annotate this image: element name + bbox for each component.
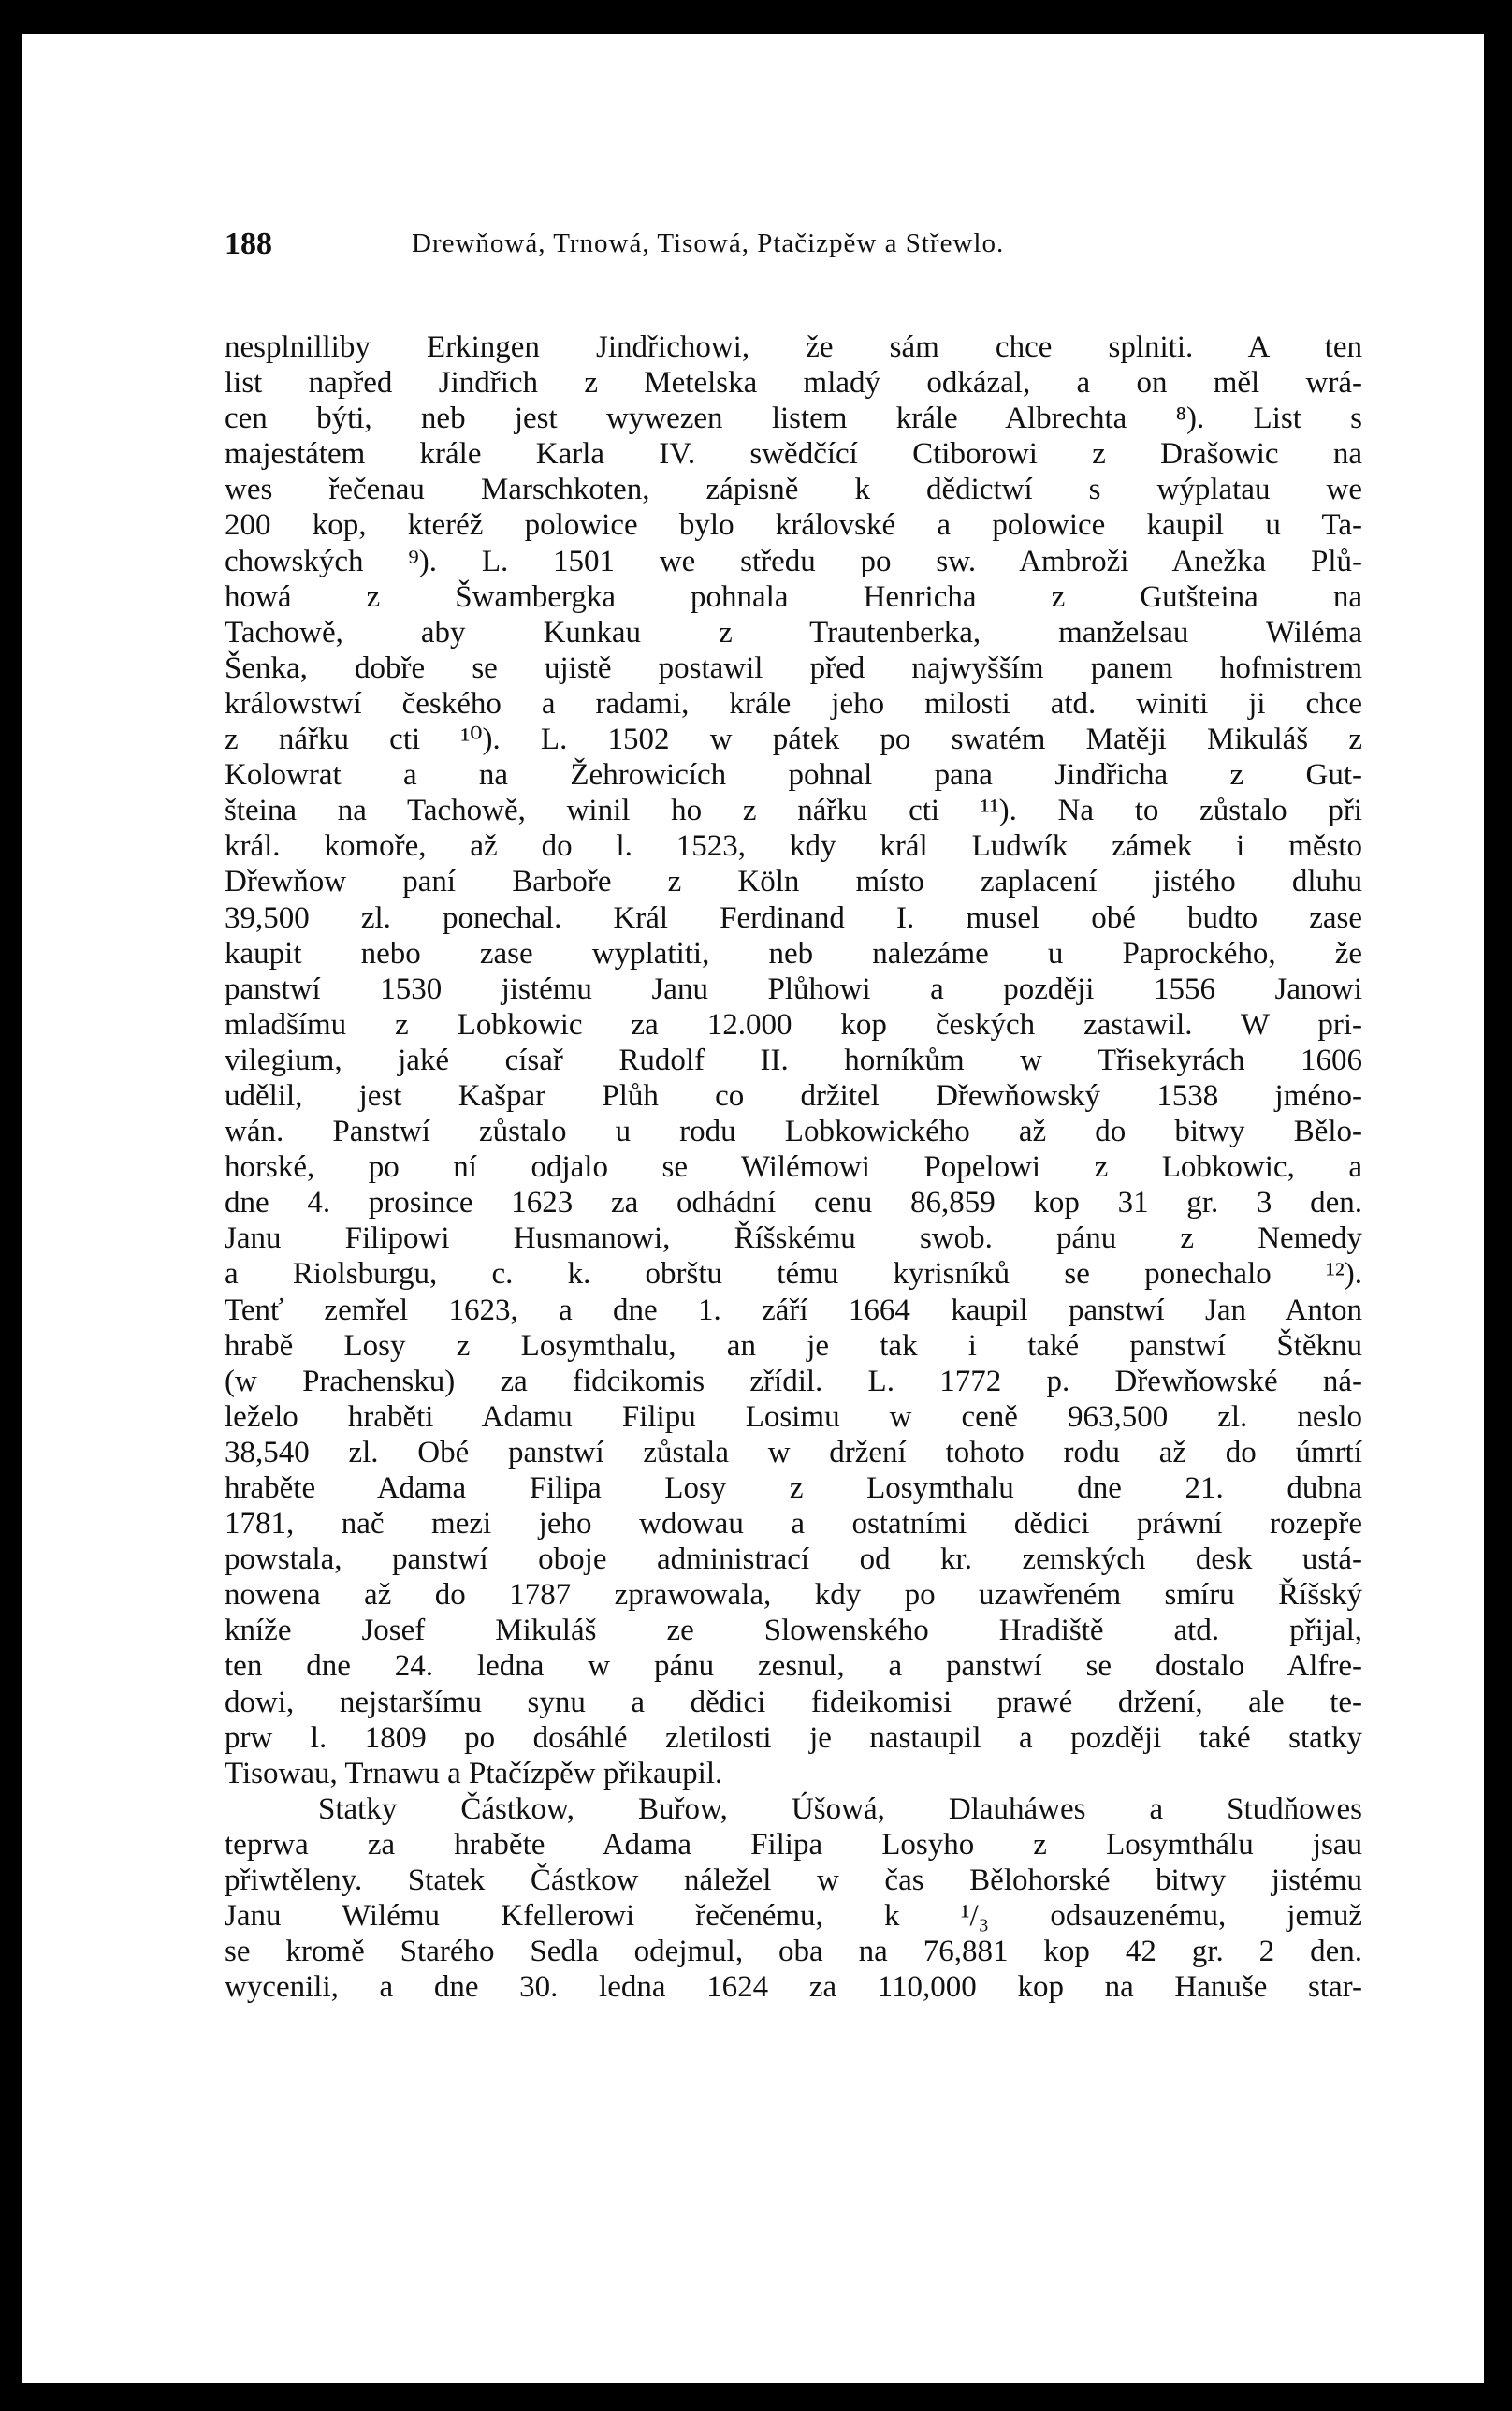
text-line: z nářku cti ¹⁰). L. 1502 w pátek po swatém Matěji Mikuláš z (225, 723, 1362, 757)
text-line: nowena až do 1787 zprawowala, kdy po uzawřeném smíru Říšský (225, 1578, 1362, 1613)
text-line: přiwtěleny. Statek Částkow náležel w čas Bělohorské bitwy jistému (225, 1863, 1362, 1898)
text-line: šteina na Tachowě, winil ho z nářku cti ¹¹). Na to zůstalo při (225, 794, 1362, 828)
text-line: Janu Filipowi Husmanowi, Říšskému swob. pánu z Nemedy (225, 1221, 1362, 1256)
text-line: powstala, panstwí oboje administrací od kr. zemských desk ustá- (225, 1542, 1362, 1577)
text-line: dowi, nejstaršímu synu a dědici fideikomisi prawé držení, ale te- (225, 1685, 1362, 1719)
text-line: Šenka, dobře se ujistě postawil před najwyšším panem hofmistrem (225, 650, 1362, 685)
body-text (225, 329, 1362, 2005)
text-line: Kolowrat a na Žehrowicích pohnal pana Jindřicha z Gut- (225, 758, 1362, 793)
text-line: 39,500 zl. ponechal. Král Ferdinand I. musel obé budto zase (225, 900, 1362, 935)
text-line: hraběte Adama Filipa Losy z Losymthalu dne 21. dubna (225, 1471, 1362, 1505)
text-line: list napřed Jindřich z Metelska mladý odkázal, a on měl wrá- (225, 366, 1362, 401)
text-line: wycenili, a dne 30. ledna 1624 za 110,000 kop na Hanuše star- (225, 1970, 1362, 2005)
text-line: majestátem krále Karla IV. swědčící Ctiborowi z Drašowic na (225, 437, 1362, 472)
text-line: Tenť zemřel 1623, a dne 1. září 1664 kaupil panstwí Jan Anton (225, 1293, 1362, 1327)
text-line: prw l. 1809 po dosáhlé zletilosti je nastaupil a později také statky (225, 1720, 1362, 1755)
text-line: a Riolsburgu, c. k. obrštu tému kyrisníků se ponechalo ¹²). (225, 1257, 1362, 1292)
book-page (22, 34, 1484, 2383)
text-line: udělil, jest Kašpar Plůh co držitel Dřewňowský 1538 jméno- (225, 1078, 1362, 1113)
text-line: howá z Šwambergka pohnala Henricha z Gutšteina na (225, 579, 1362, 614)
text-line: hrabě Losy z Losymthalu, an je tak i také panstwí Štěknu (225, 1328, 1362, 1363)
text-line: se kromě Starého Sedla odejmul, oba na 76,881 kop 42 gr. 2 den. (225, 1935, 1362, 1969)
text-line: mladšímu z Lobkowic za 12.000 kop českých zastawil. W pri- (225, 1007, 1362, 1042)
text-line: králowstwí českého a radami, krále jeho milosti atd. winiti ji chce (225, 686, 1362, 721)
text-line: (w Prachensku) za fidcikomis zřídil. L. 1772 p. Dřewňowské ná- (225, 1364, 1362, 1398)
page-number: 188 (225, 226, 272, 261)
text-line: ten dne 24. ledna w pánu zesnul, a panstwí se dostalo Alfre- (225, 1649, 1362, 1684)
text-line: Janu Wilému Kfellerowi řečenému, k ¹/₃ odsauzenému, jemuž (225, 1899, 1362, 1934)
text-line: Tachowě, aby Kunkau z Trautenberka, manželsau Wiléma (225, 615, 1362, 650)
text-line: kaupit nebo zase wyplatiti, neb nalezáme u Paprockého, že (225, 936, 1362, 971)
text-line: cen býti, neb jest wywezen listem krále Albrechta ⁸). List s (225, 402, 1362, 436)
text-line: wán. Panstwí zůstalo u rodu Lobkowického až do bitwy Bělo- (225, 1115, 1362, 1149)
text-line: kníže Josef Mikuláš ze Slowenského Hradiště atd. přijal, (225, 1614, 1362, 1648)
text-line: wes řečenau Marschkoten, zápisně k dědictwí s wýplatau we (225, 473, 1362, 507)
text-line: leželo hraběti Adamu Filipu Losimu w ceně 963,500 zl. neslo (225, 1399, 1362, 1434)
text-line: 1781, nač mezi jeho wdowau a ostatními dědici práwní rozepře (225, 1507, 1362, 1542)
text-line: panstwí 1530 jistému Janu Plůhowi a později 1556 Janowi (225, 972, 1362, 1006)
text-line: chowských ⁹). L. 1501 we středu po sw. Ambroži Anežka Plů- (225, 544, 1362, 578)
text-line: král. komoře, až do l. 1523, kdy král Ludwík zámek i město (225, 829, 1362, 864)
text-line: Statky Částkow, Buřow, Úšowá, Dlauháwes a Studňowes (318, 1791, 1362, 1826)
text-line: Tisowau, Trnawu a Ptačízpěw přikaupil. (225, 1756, 723, 1790)
text-line: horské, po ní odjalo se Wilémowi Popelowi z Lobkowic, a (225, 1150, 1362, 1185)
text-line: nesplnilliby Erkingen Jindřichowi, že sám chce splniti. A ten (225, 330, 1362, 364)
text-line: teprwa za hraběte Adama Filipa Losyho z Losymthálu jsau (225, 1827, 1362, 1862)
text-line: 200 kop, kteréž polowice bylo královské a polowice kaupil u Ta- (225, 508, 1362, 543)
text-line: 38,540 zl. Obé panstwí zůstala w držení tohoto rodu až do úmrtí (225, 1435, 1362, 1469)
text-line: Dřewňow paní Barboře z Köln místo zaplacení jistého dluhu (225, 865, 1362, 899)
page-header (225, 226, 1188, 273)
text-line: vilegium, jaké císař Rudolf II. horníkům w Třisekyrách 1606 (225, 1043, 1362, 1077)
running-head: Drewňowá, Trnowá, Tisowá, Ptačizpěw a Střewlo. (412, 228, 1005, 258)
text-line: dne 4. prosince 1623 za odhádní cenu 86,859 kop 31 gr. 3 den. (225, 1186, 1362, 1220)
